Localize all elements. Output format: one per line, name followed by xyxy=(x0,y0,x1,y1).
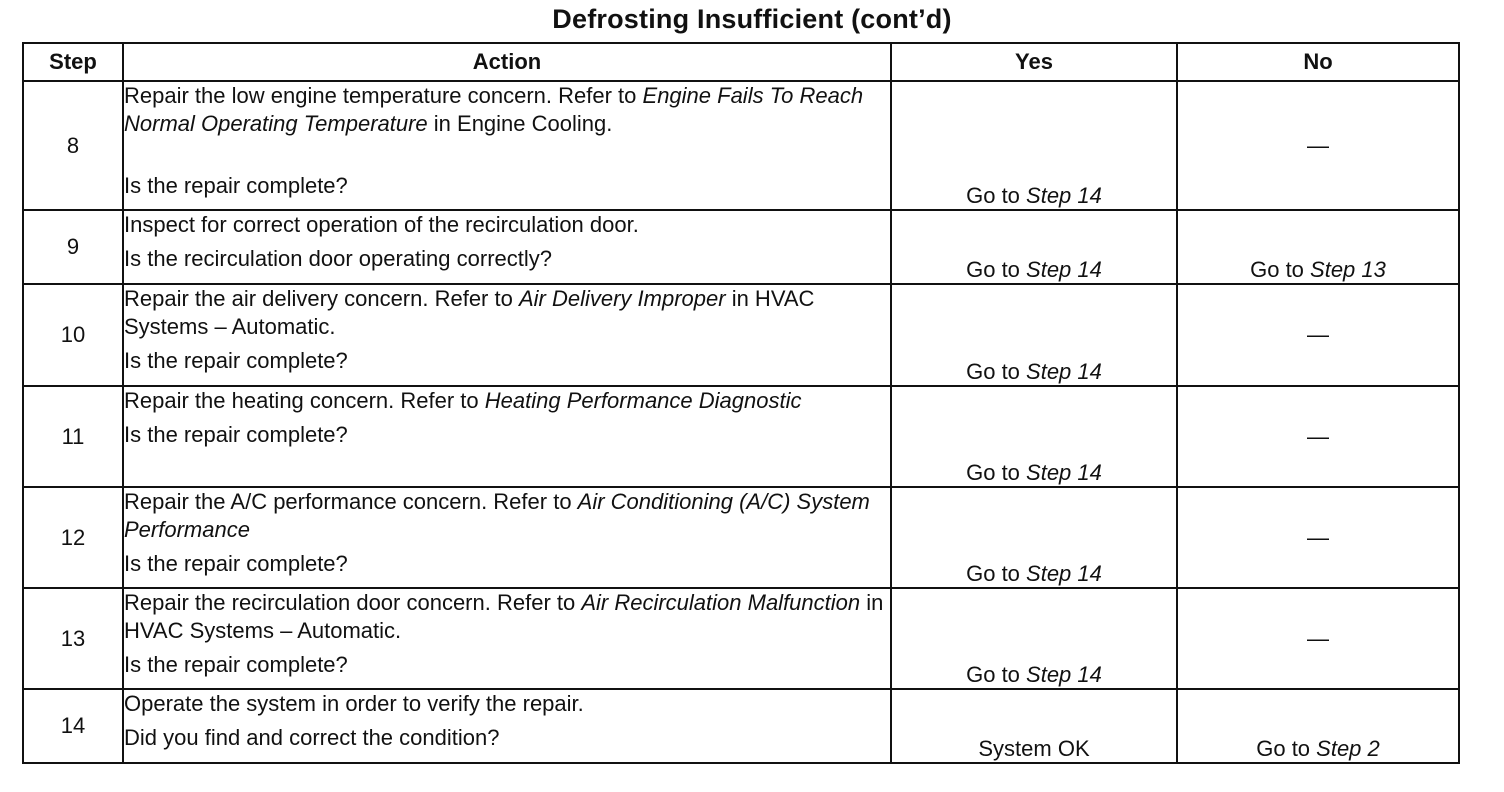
table-title: Defrosting Insufficient (cont’d) xyxy=(552,4,952,34)
action-cell xyxy=(123,386,891,487)
header-action: Action xyxy=(123,43,891,81)
step-number: 10 xyxy=(23,284,123,386)
action-reference: Engine Fails To Reach Normal Operating Temperature xyxy=(124,83,864,136)
action-reference: Air Conditioning (A/C) System Performance xyxy=(124,489,870,542)
diagnostic-table xyxy=(22,42,1460,764)
yes-text: Go to xyxy=(966,183,1027,208)
action-statement xyxy=(124,488,890,544)
action-statement xyxy=(124,285,890,341)
step-number: 13 xyxy=(23,588,123,689)
action-statement xyxy=(124,82,890,138)
no-result xyxy=(1177,81,1459,210)
no-text: — xyxy=(1307,423,1329,449)
yes-reference: Step 14 xyxy=(1026,662,1102,687)
yes-result xyxy=(891,81,1177,210)
no-result xyxy=(1177,210,1459,284)
action-statement xyxy=(124,211,890,239)
header-yes: Yes xyxy=(891,43,1177,81)
step-number: 9 xyxy=(23,210,123,284)
table-row xyxy=(23,689,1459,763)
no-result xyxy=(1177,588,1459,689)
action-statement xyxy=(124,387,890,415)
action-text: Repair the A/C performance concern. Refer to xyxy=(124,489,578,514)
no-text: — xyxy=(1307,132,1329,158)
no-text: — xyxy=(1307,524,1329,550)
action-cell xyxy=(123,689,891,763)
yes-result xyxy=(891,487,1177,588)
action-text: Repair the recirculation door concern. Refer to xyxy=(124,590,582,615)
table-row xyxy=(23,210,1459,284)
action-cell xyxy=(123,81,891,210)
step-number: 11 xyxy=(23,386,123,487)
table-row xyxy=(23,284,1459,386)
yes-text: Go to xyxy=(966,662,1027,687)
action-reference: Air Delivery Improper xyxy=(518,286,726,311)
yes-result xyxy=(891,284,1177,386)
action-text: Repair the low engine temperature concern. Refer to xyxy=(124,83,643,108)
action-text: Repair the heating concern. Refer to xyxy=(124,388,485,413)
step-number: 12 xyxy=(23,487,123,588)
action-cell xyxy=(123,210,891,284)
no-result xyxy=(1177,284,1459,386)
no-result xyxy=(1177,689,1459,763)
action-text: Repair the air delivery concern. Refer to xyxy=(124,286,519,311)
action-question: Is the repair complete? xyxy=(124,348,348,373)
yes-reference: Step 14 xyxy=(1026,257,1102,282)
header-no: No xyxy=(1177,43,1459,81)
no-text: — xyxy=(1307,625,1329,651)
action-text: in HVAC Systems – Automatic. xyxy=(124,590,884,643)
table-row xyxy=(23,487,1459,588)
yes-reference: Step 14 xyxy=(1026,460,1102,485)
yes-result xyxy=(891,588,1177,689)
no-result xyxy=(1177,487,1459,588)
yes-result xyxy=(891,386,1177,487)
no-reference: Step 13 xyxy=(1310,257,1386,282)
table-row xyxy=(23,588,1459,689)
step-number: 8 xyxy=(23,81,123,210)
no-text: — xyxy=(1307,322,1329,347)
yes-text: Go to xyxy=(966,257,1027,282)
yes-reference: Step 14 xyxy=(1026,359,1102,384)
yes-text: System OK xyxy=(978,736,1090,761)
action-question: Did you find and correct the condition? xyxy=(124,725,500,750)
action-text: in Engine Cooling. xyxy=(427,111,613,136)
step-number: 14 xyxy=(23,689,123,763)
action-cell xyxy=(123,588,891,689)
table-row xyxy=(23,386,1459,487)
header-step: Step xyxy=(23,43,123,81)
action-reference: Air Recirculation Malfunction xyxy=(581,590,861,615)
header-row xyxy=(23,43,1459,81)
yes-result xyxy=(891,689,1177,763)
action-cell xyxy=(123,284,891,386)
no-text: Go to xyxy=(1256,736,1317,761)
yes-text: Go to xyxy=(966,359,1027,384)
yes-reference: Step 14 xyxy=(1026,561,1102,586)
action-question: Is the recirculation door operating correctly? xyxy=(124,246,552,271)
action-statement xyxy=(124,589,890,645)
table-row xyxy=(23,81,1459,210)
action-question: Is the repair complete? xyxy=(124,652,348,677)
yes-text: Go to xyxy=(966,460,1027,485)
action-statement xyxy=(124,690,890,718)
action-text: Operate the system in order to verify the repair. xyxy=(124,691,584,716)
yes-reference: Step 14 xyxy=(1026,183,1102,208)
action-cell xyxy=(123,487,891,588)
no-reference: Step 2 xyxy=(1316,736,1380,761)
no-text: Go to xyxy=(1250,257,1311,282)
action-question: Is the repair complete? xyxy=(124,173,348,198)
action-question: Is the repair complete? xyxy=(124,422,348,447)
yes-text: Go to xyxy=(966,561,1027,586)
action-question: Is the repair complete? xyxy=(124,551,348,576)
action-text: Inspect for correct operation of the recirculation door. xyxy=(124,212,639,237)
action-reference: Heating Performance Diagnostic xyxy=(484,388,802,413)
yes-result xyxy=(891,210,1177,284)
no-result xyxy=(1177,386,1459,487)
action-text: in HVAC Systems – Automatic. xyxy=(124,286,815,339)
